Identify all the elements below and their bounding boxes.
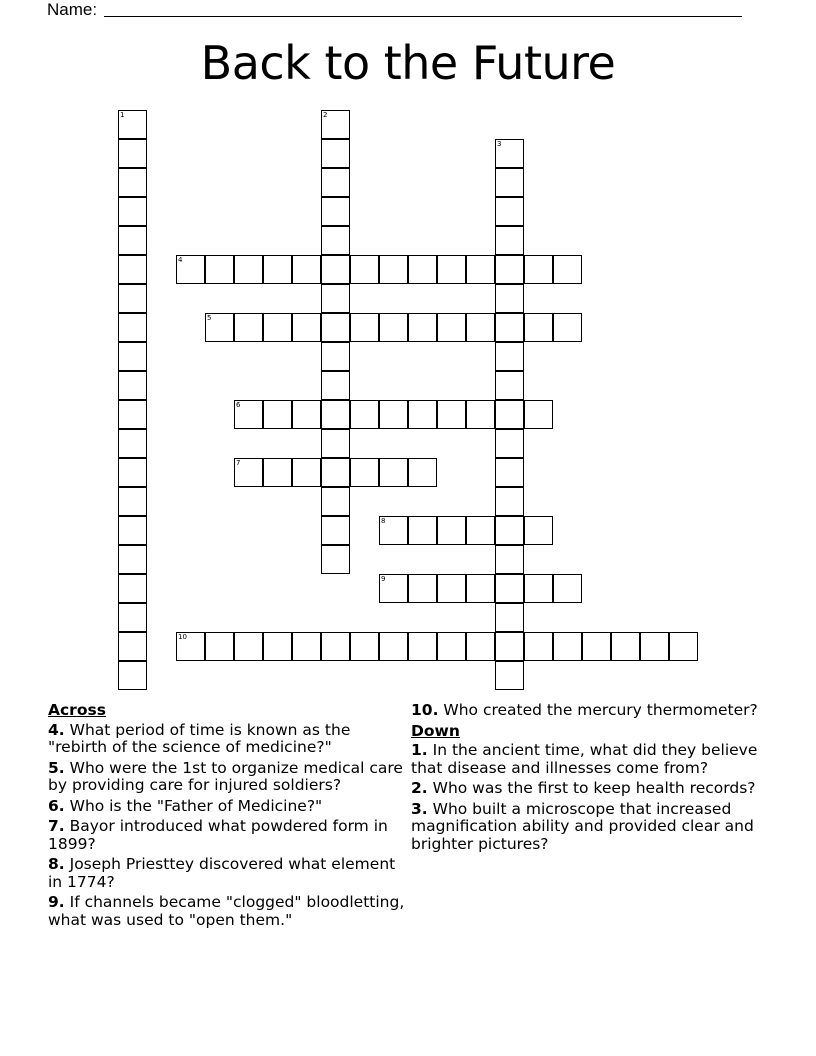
clue-number: 9. xyxy=(48,893,65,911)
grid-cell[interactable] xyxy=(118,284,147,313)
grid-cell[interactable] xyxy=(495,255,524,284)
grid-cell[interactable] xyxy=(176,255,205,284)
grid-cell[interactable] xyxy=(495,284,524,313)
across-heading: Across xyxy=(48,701,106,719)
grid-cell[interactable] xyxy=(437,255,466,284)
grid-cell[interactable] xyxy=(524,516,553,545)
clue-across-7 xyxy=(48,818,406,853)
grid-cell[interactable] xyxy=(321,284,350,313)
grid-cell[interactable] xyxy=(553,313,582,342)
grid-cell[interactable] xyxy=(524,255,553,284)
grid-cell[interactable] xyxy=(118,313,147,342)
grid-cell[interactable] xyxy=(437,632,466,661)
clue-text: If channels became "clogged" bloodletting, what was used to "open them." xyxy=(48,893,405,929)
grid-cell[interactable] xyxy=(263,313,292,342)
grid-cell[interactable] xyxy=(379,574,408,603)
grid-cell[interactable] xyxy=(437,574,466,603)
grid-cell[interactable] xyxy=(118,197,147,226)
grid-cell[interactable] xyxy=(495,429,524,458)
grid-cell[interactable] xyxy=(118,255,147,284)
clue-text: Who were the 1st to organize medical care by providing care for injured soldiers? xyxy=(48,758,403,794)
grid-cell[interactable] xyxy=(553,255,582,284)
grid-cell[interactable] xyxy=(205,632,234,661)
clue-number-label: 7 xyxy=(236,459,241,467)
grid-cell[interactable] xyxy=(176,632,205,661)
grid-cell[interactable] xyxy=(437,516,466,545)
grid-cell[interactable] xyxy=(118,603,147,632)
grid-cell[interactable] xyxy=(321,255,350,284)
grid-cell[interactable] xyxy=(321,342,350,371)
grid-cell[interactable] xyxy=(350,313,379,342)
grid-cell[interactable] xyxy=(524,313,553,342)
grid-cell[interactable] xyxy=(234,400,263,429)
grid-cell[interactable] xyxy=(292,458,321,487)
clue-number-label: 3 xyxy=(497,140,502,148)
grid-cell[interactable] xyxy=(495,574,524,603)
grid-cell[interactable] xyxy=(234,255,263,284)
grid-cell[interactable] xyxy=(495,313,524,342)
grid-cell[interactable] xyxy=(118,545,147,574)
grid-cell[interactable] xyxy=(495,400,524,429)
clue-number-label: 10 xyxy=(178,633,187,641)
grid-cell[interactable] xyxy=(408,458,437,487)
grid-cell[interactable] xyxy=(263,632,292,661)
clue-number: 5. xyxy=(48,758,65,777)
grid-cell[interactable] xyxy=(466,313,495,342)
grid-cell[interactable] xyxy=(495,516,524,545)
grid-cell[interactable] xyxy=(495,371,524,400)
grid-cell[interactable] xyxy=(321,400,350,429)
grid-cell[interactable] xyxy=(495,632,524,661)
grid-cell[interactable] xyxy=(553,632,582,661)
clue-across-5 xyxy=(48,760,406,795)
clue-number-label: 4 xyxy=(178,256,183,264)
grid-cell[interactable] xyxy=(118,429,147,458)
grid-cell[interactable] xyxy=(263,255,292,284)
grid-cell[interactable] xyxy=(495,545,524,574)
clue-number: 2. xyxy=(411,779,428,797)
grid-cell[interactable] xyxy=(379,400,408,429)
grid-cell[interactable] xyxy=(205,255,234,284)
grid-cell[interactable] xyxy=(408,574,437,603)
grid-cell[interactable] xyxy=(495,139,524,168)
grid-cell[interactable] xyxy=(118,139,147,168)
grid-cell[interactable] xyxy=(466,400,495,429)
clue-across-4 xyxy=(48,722,406,757)
clue-number: 8. xyxy=(48,855,65,873)
grid-cell[interactable] xyxy=(292,400,321,429)
grid-cell[interactable] xyxy=(466,632,495,661)
clue-text: Bayor introduced what powdered form in 1899? xyxy=(48,817,388,853)
grid-cell[interactable] xyxy=(350,632,379,661)
grid-cell[interactable] xyxy=(118,400,147,429)
clue-text: Joseph Priesttey discovered what element in 1774? xyxy=(48,855,396,891)
grid-cell[interactable] xyxy=(495,487,524,516)
grid-cell[interactable] xyxy=(321,168,350,197)
grid-cell[interactable] xyxy=(321,313,350,342)
grid-cell[interactable] xyxy=(495,458,524,487)
clue-number-label: 8 xyxy=(381,517,386,525)
clue-across-8 xyxy=(48,856,406,891)
grid-cell[interactable] xyxy=(321,632,350,661)
grid-cell[interactable] xyxy=(495,603,524,632)
grid-cell[interactable] xyxy=(263,400,292,429)
grid-cell[interactable] xyxy=(118,168,147,197)
grid-cell[interactable] xyxy=(379,255,408,284)
grid-cell[interactable] xyxy=(495,661,524,690)
clue-number: 6. xyxy=(48,796,65,815)
grid-cell[interactable] xyxy=(321,110,350,139)
grid-cell[interactable] xyxy=(495,342,524,371)
clue-down-3 xyxy=(411,801,767,854)
clue-across-10 xyxy=(411,702,767,720)
clue-number-label: 6 xyxy=(236,401,241,409)
clue-number-label: 1 xyxy=(120,111,125,119)
grid-cell[interactable] xyxy=(118,342,147,371)
grid-cell[interactable] xyxy=(321,197,350,226)
grid-cell[interactable] xyxy=(292,313,321,342)
grid-cell[interactable] xyxy=(321,429,350,458)
clues-right-column xyxy=(411,702,767,856)
grid-cell[interactable] xyxy=(118,661,147,690)
grid-cell[interactable] xyxy=(466,516,495,545)
clue-number: 4. xyxy=(48,720,65,739)
grid-cell[interactable] xyxy=(524,574,553,603)
grid-cell[interactable] xyxy=(408,400,437,429)
clue-text: In the ancient time, what did they believe that disease and illnesses come from? xyxy=(411,741,758,777)
clue-number: 7. xyxy=(48,817,65,835)
clue-down-1 xyxy=(411,742,767,777)
clue-down-2 xyxy=(411,780,767,798)
grid-cell[interactable] xyxy=(379,458,408,487)
grid-cell[interactable] xyxy=(379,516,408,545)
clue-across-6 xyxy=(48,798,406,816)
down-heading: Down xyxy=(411,721,460,740)
grid-cell[interactable] xyxy=(118,371,147,400)
grid-cell[interactable] xyxy=(321,545,350,574)
clue-number: 1. xyxy=(411,741,428,759)
grid-cell[interactable] xyxy=(118,226,147,255)
grid-cell[interactable] xyxy=(321,226,350,255)
grid-cell[interactable] xyxy=(321,458,350,487)
grid-cell[interactable] xyxy=(379,632,408,661)
grid-cell[interactable] xyxy=(582,632,611,661)
grid-cell[interactable] xyxy=(611,632,640,661)
grid-cell[interactable] xyxy=(669,632,698,661)
grid-cell[interactable] xyxy=(553,574,582,603)
grid-cell[interactable] xyxy=(495,226,524,255)
clue-number-label: 5 xyxy=(207,314,212,322)
grid-cell[interactable] xyxy=(495,197,524,226)
grid-cell[interactable] xyxy=(524,632,553,661)
grid-cell[interactable] xyxy=(234,458,263,487)
grid-cell[interactable] xyxy=(292,632,321,661)
grid-cell[interactable] xyxy=(263,458,292,487)
name-label: Name: xyxy=(47,0,98,19)
grid-cell[interactable] xyxy=(234,313,263,342)
grid-cell[interactable] xyxy=(466,255,495,284)
clue-text: Who is the "Father of Medicine?" xyxy=(69,796,323,815)
grid-cell[interactable] xyxy=(292,255,321,284)
grid-cell[interactable] xyxy=(321,516,350,545)
grid-cell[interactable] xyxy=(640,632,669,661)
grid-cell[interactable] xyxy=(321,371,350,400)
clue-number-label: 9 xyxy=(381,575,386,583)
grid-cell[interactable] xyxy=(495,168,524,197)
clue-text: Who built a microscope that increased magnification ability and provided clear and brighter pictures? xyxy=(411,799,754,853)
grid-cell[interactable] xyxy=(408,632,437,661)
grid-cell[interactable] xyxy=(234,632,263,661)
grid-cell[interactable] xyxy=(466,574,495,603)
grid-cell[interactable] xyxy=(408,313,437,342)
clue-number: 3. xyxy=(411,799,428,818)
grid-cell[interactable] xyxy=(350,458,379,487)
grid-cell[interactable] xyxy=(118,487,147,516)
grid-cell[interactable] xyxy=(118,516,147,545)
clue-number: 10. xyxy=(411,701,439,719)
grid-cell[interactable] xyxy=(524,400,553,429)
grid-cell[interactable] xyxy=(205,313,234,342)
grid-cell[interactable] xyxy=(321,487,350,516)
grid-cell[interactable] xyxy=(350,255,379,284)
page-title: Back to the Future xyxy=(200,36,616,90)
grid-cell[interactable] xyxy=(437,400,466,429)
grid-cell[interactable] xyxy=(437,313,466,342)
clues-left-column xyxy=(48,702,406,932)
clue-text: What period of time is known as the "rebirth of the science of medicine?" xyxy=(48,720,351,756)
clue-across-9 xyxy=(48,894,406,929)
grid-cell[interactable] xyxy=(118,632,147,661)
grid-cell[interactable] xyxy=(118,574,147,603)
clue-number-label: 2 xyxy=(323,111,328,119)
grid-cell[interactable] xyxy=(321,139,350,168)
clue-text: Who was the first to keep health records? xyxy=(432,779,756,797)
grid-cell[interactable] xyxy=(379,313,408,342)
grid-cell[interactable] xyxy=(350,400,379,429)
clue-text: Who created the mercury thermometer? xyxy=(443,701,758,719)
grid-cell[interactable] xyxy=(118,458,147,487)
grid-cell[interactable] xyxy=(118,110,147,139)
grid-cell[interactable] xyxy=(408,255,437,284)
grid-cell[interactable] xyxy=(408,516,437,545)
